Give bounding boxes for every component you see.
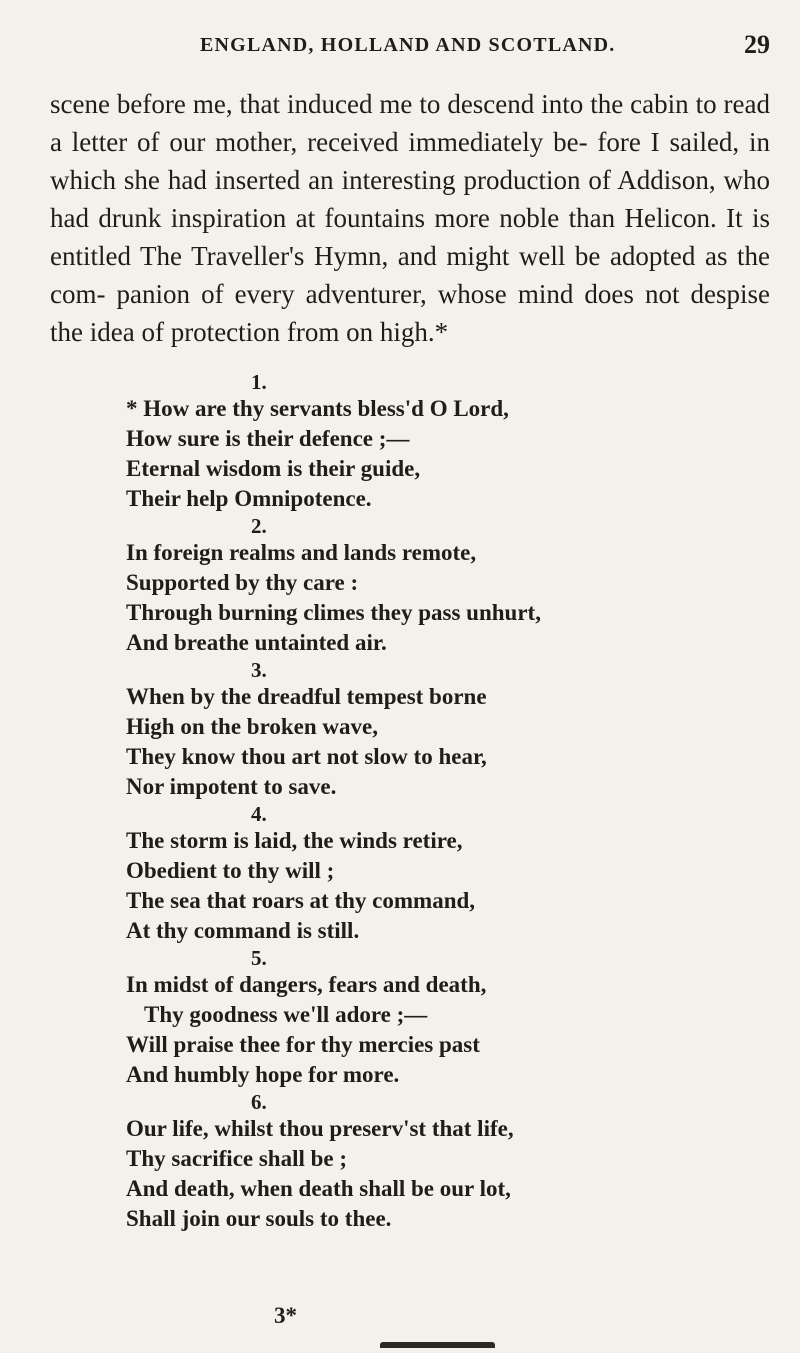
stanza-6 — [126, 1090, 726, 1234]
verse-line: Our life, whilst thou preserv'st that life, — [126, 1116, 514, 1141]
stanza-number: 6. — [251, 1090, 267, 1114]
page-header — [200, 30, 770, 64]
verse-line: Thy sacrifice shall be ; — [126, 1146, 348, 1171]
verse-line: Nor impotent to save. — [126, 774, 337, 799]
verse-line: How sure is their defence ;— — [126, 426, 410, 451]
verse-line: Eternal wisdom is their guide, — [126, 456, 421, 481]
verse-line: Their help Omnipotence. — [126, 486, 372, 511]
page-edge-rule — [380, 1342, 495, 1348]
verse-line: The storm is laid, the winds retire, — [126, 828, 463, 853]
signature-mark: 3* — [274, 1303, 297, 1328]
verse-line: At thy command is still. — [126, 918, 360, 943]
page-number: 29 — [744, 30, 770, 59]
verse-line: Obedient to thy will ; — [126, 858, 335, 883]
stanza-number: 5. — [251, 946, 267, 970]
verse-line: In foreign realms and lands remote, — [126, 540, 477, 565]
verse-line: They know thou art not slow to hear, — [126, 744, 487, 769]
verse-line: And humbly hope for more. — [126, 1062, 400, 1087]
stanza-number: 2. — [251, 514, 267, 538]
verse-line: Thy goodness we'll adore ;— — [144, 1002, 428, 1027]
verse-line: When by the dreadful tempest borne — [126, 684, 487, 709]
running-head: ENGLAND, HOLLAND AND SCOTLAND. — [200, 34, 616, 56]
verse-line: The sea that roars at thy command, — [126, 888, 476, 913]
verse-line: Through burning climes they pass unhurt, — [126, 600, 541, 625]
verse-line: And death, when death shall be our lot, — [126, 1176, 511, 1201]
paragraph: scene before me, that induced me to descend into the cabin to read a letter of our mother, received immediately be- fore I sailed, in which she had inserted an interesting production of Addison, who had drunk inspiration at fountains more noble than Helicon. It is entitled The Traveller's Hymn, and might well be adopted as the com- panion of every adventurer, whose mind does not despise the idea of protection from on high.* — [50, 89, 770, 347]
stanza-number: 3. — [251, 658, 267, 682]
stanza-5 — [126, 946, 726, 1090]
verse-line: Shall join our souls to thee. — [126, 1206, 392, 1231]
hymn — [126, 370, 726, 1234]
stanza-number: 4. — [251, 802, 267, 826]
body-text — [50, 85, 770, 351]
verse-line: In midst of dangers, fears and death, — [126, 972, 487, 997]
stanza-2 — [126, 514, 726, 658]
stanza-1 — [126, 370, 726, 514]
stanza-number: 1. — [251, 370, 267, 394]
verse-line: And breathe untainted air. — [126, 630, 387, 655]
verse-line: Supported by thy care : — [126, 570, 359, 595]
stanza-3 — [126, 658, 726, 802]
verse-line: High on the broken wave, — [126, 714, 378, 739]
verse-line: Will praise thee for thy mercies past — [126, 1032, 480, 1057]
verse-line: * How are thy servants bless'd O Lord, — [126, 396, 509, 421]
stanza-4 — [126, 802, 726, 946]
